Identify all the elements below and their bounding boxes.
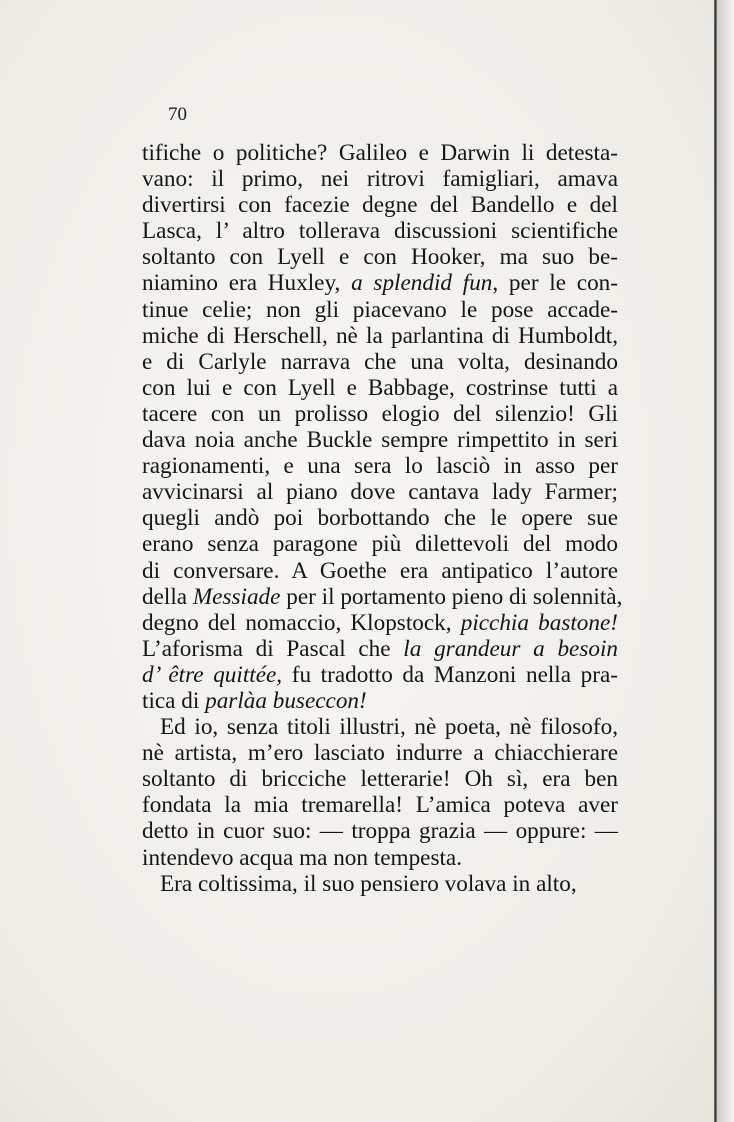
text-line	[142, 453, 618, 479]
text-line	[142, 375, 618, 401]
text-segment: detto in cuor suo: — troppa grazia — oppure: —	[142, 818, 618, 845]
text-segment: e di Carlyle narrava che una volta, desinando	[142, 348, 618, 375]
text-segment: soltanto di bricciche letterarie! Oh sì, era ben	[142, 766, 618, 793]
text-segment: Era coltissima, il suo pensiero volava in alto,	[160, 870, 577, 897]
text-line	[142, 427, 618, 453]
text-segment: degno del nomaccio, Klopstock,	[142, 609, 461, 636]
text-segment: ragionamenti, e una sera lo lasciò in asso per	[142, 453, 618, 480]
text-segment: quegli andò poi borbottando che le opere sue	[142, 505, 618, 532]
italic-segment: a splendid fun	[351, 270, 493, 297]
text-segment: miche di Herschell, nè la parlantina di Humboldt,	[142, 322, 618, 349]
text-line	[142, 818, 618, 844]
text-line	[142, 297, 618, 323]
text-line	[142, 270, 618, 296]
text-segment: soltanto con Lyell e con Hooker, ma suo be-	[142, 244, 618, 271]
text-line	[142, 558, 618, 584]
page-number: 70	[168, 104, 187, 125]
text-line	[142, 166, 618, 192]
text-segment: L’aforisma di Pascal che	[142, 635, 404, 662]
text-segment: tifiche o politiche? Galileo e Darwin li detesta-	[142, 140, 618, 166]
text-segment: niamino era Huxley,	[142, 270, 352, 297]
text-line	[142, 401, 618, 427]
text-line	[142, 714, 618, 740]
text-segment: fu tradotto da Manzoni nella pra-	[282, 661, 619, 688]
text-line	[142, 688, 618, 714]
text-line	[142, 244, 618, 270]
text-segment: divertirsi con facezie degne del Bandello e del	[142, 192, 618, 219]
text-segment: con lui e con Lyell e Babbage, costrinse tutti a	[142, 374, 618, 401]
text-line	[142, 218, 618, 244]
text-segment: tacere con un prolisso elogio del silenzio! Gli	[142, 400, 618, 427]
text-segment: vano: il primo, nei ritrovi famigliari, amava	[142, 166, 618, 193]
text-line	[142, 583, 623, 610]
text-segment: Lasca, l’ altro tollerava discussioni scientifiche	[142, 218, 618, 245]
text-segment: di conversare. A Goethe era antipatico l’autore	[142, 557, 618, 584]
text-line	[142, 636, 618, 662]
text-segment: fondata la mia tremarella! L’amica poteva aver	[142, 792, 618, 819]
text-segment: tica di	[142, 687, 206, 714]
text-line	[142, 871, 618, 897]
text-line	[142, 610, 618, 636]
text-segment: , per le con-	[492, 270, 618, 297]
text-line	[142, 505, 618, 531]
italic-segment: d’ être quittée,	[142, 661, 283, 688]
text-segment: per il portamento pieno di solennità,	[280, 583, 623, 610]
text-segment: tinue celie; non gli piacevano le pose accade-	[142, 296, 618, 323]
text-line	[142, 766, 618, 792]
text-segment: erano senza paragone più dilettevoli del modo	[142, 531, 618, 558]
text-line	[142, 531, 618, 557]
page-edge-shadow	[717, 0, 734, 1122]
text-line	[142, 662, 618, 688]
text-segment: della	[142, 583, 193, 610]
text-line	[142, 323, 618, 349]
text-segment: Ed io, senza titoli illustri, nè poeta, nè filosofo,	[160, 714, 618, 741]
text-line	[142, 845, 618, 871]
text-line	[142, 479, 618, 505]
text-line	[142, 140, 618, 166]
text-segment: dava noia anche Buckle sempre rimpettito in seri	[142, 427, 618, 454]
italic-segment: la grandeur a besoin	[403, 635, 618, 662]
italic-segment: parlàa buseccon!	[205, 687, 367, 714]
text-segment: intendevo acqua ma non tempesta.	[142, 844, 463, 871]
text-segment: avvicinarsi al piano dove cantava lady Farmer;	[142, 479, 618, 506]
text-line	[142, 740, 618, 766]
text-line	[142, 192, 618, 218]
italic-segment: Messiade	[192, 583, 281, 610]
text-line	[142, 792, 618, 818]
body-text	[142, 140, 623, 897]
text-segment: nè artista, m’ero lasciato indurre a chiacchierare	[142, 740, 618, 767]
italic-segment: picchia bastone!	[460, 609, 618, 636]
text-line	[142, 349, 618, 375]
